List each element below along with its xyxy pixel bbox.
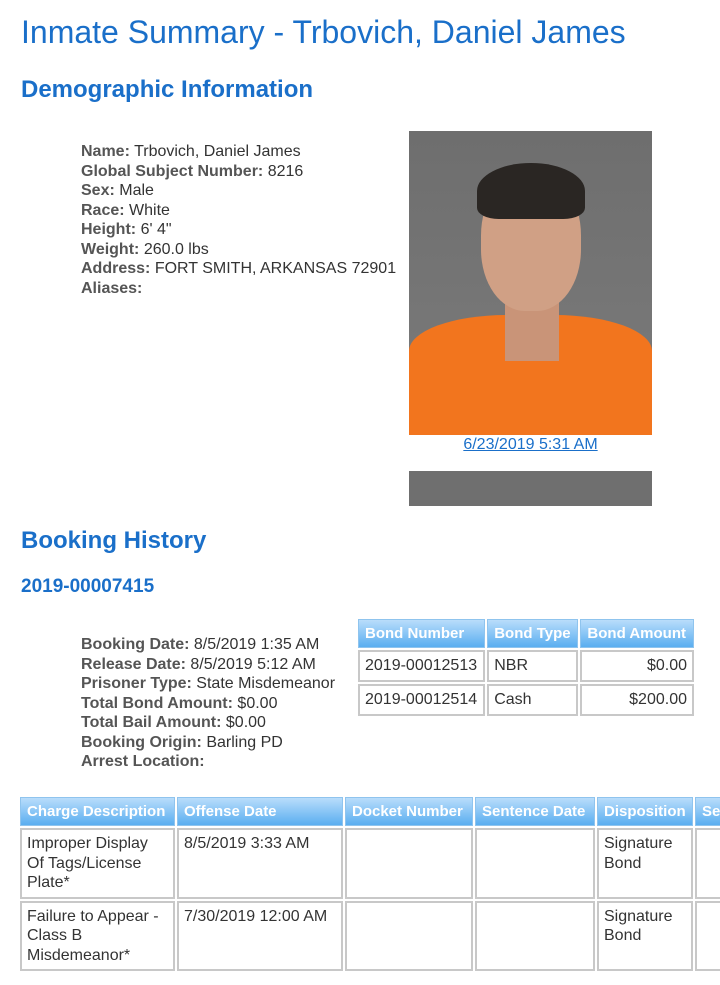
bond-amount-header[interactable]: Bond Amount [580, 619, 694, 648]
booking-fields [81, 635, 335, 772]
offense-date-header[interactable]: Offense Date [177, 797, 343, 826]
booking-history-heading: Booking History [21, 527, 207, 554]
sentence-date-cell [475, 828, 595, 899]
photo-hair [477, 163, 585, 219]
bond-amount-cell: $200.00 [580, 684, 694, 716]
sentence-cell [695, 901, 720, 972]
photo-date-link[interactable]: 6/23/2019 5:31 AM [463, 436, 598, 453]
field-total-bond-amount: Total Bond Amount: $0.00 [81, 694, 278, 712]
charge-description-cell: Failure to Appear - Class B Misdemeanor* [20, 901, 175, 972]
charge-table [18, 795, 720, 973]
table-row [358, 650, 694, 682]
sentence-date-header[interactable]: Sentence Date [475, 797, 595, 826]
field-arrest-location: Arrest Location: [81, 753, 205, 770]
bond-amount-cell: $0.00 [580, 650, 694, 682]
field-address: Address: FORT SMITH, ARKANSAS 72901 [81, 260, 397, 277]
demographic-heading: Demographic Information [21, 76, 314, 103]
offense-date-cell: 7/30/2019 12:00 AM [177, 901, 343, 972]
mugshot-photo-secondary[interactable] [409, 471, 652, 506]
sentence-cell [695, 828, 720, 899]
field-weight: Weight: 260.0 lbs [81, 240, 209, 258]
booking-number: 2019-00007415 [21, 576, 155, 597]
bond-type-cell: NBR [487, 650, 578, 682]
charge-description-header[interactable]: Charge Description [20, 797, 175, 826]
field-height: Height: 6' 4" [81, 221, 172, 238]
field-release-date: Release Date: 8/5/2019 5:12 AM [81, 655, 316, 673]
docket-number-header[interactable]: Docket Number [345, 797, 473, 826]
field-race: Race: White [81, 201, 170, 219]
table-row [20, 828, 720, 899]
page-title: Inmate Summary - Trbovich, Daniel James [21, 14, 626, 50]
disposition-header[interactable]: Disposition [597, 797, 693, 826]
bond-number-cell: 2019-00012514 [358, 684, 485, 716]
field-booking-date: Booking Date: 8/5/2019 1:35 AM [81, 636, 320, 653]
docket-number-cell [345, 828, 473, 899]
sentence-date-cell [475, 901, 595, 972]
field-total-bail-amount: Total Bail Amount: $0.00 [81, 714, 266, 731]
bond-number-cell: 2019-00012513 [358, 650, 485, 682]
bond-type-header[interactable]: Bond Type [487, 619, 578, 648]
offense-date-cell: 8/5/2019 3:33 AM [177, 828, 343, 899]
charge-header-row [20, 797, 720, 826]
mugshot-photo[interactable] [409, 131, 652, 435]
bond-number-header[interactable]: Bond Number [358, 619, 485, 648]
field-sex: Sex: Male [81, 182, 154, 199]
field-prisoner-type: Prisoner Type: State Misdemeanor [81, 675, 336, 692]
field-booking-origin: Booking Origin: Barling PD [81, 733, 283, 751]
bond-table [356, 617, 696, 718]
docket-number-cell [345, 901, 473, 972]
table-row [20, 901, 720, 972]
charge-description-cell: Improper Display Of Tags/License Plate* [20, 828, 175, 899]
disposition-cell: Signature Bond [597, 828, 693, 899]
table-row [358, 684, 694, 716]
sentence-header[interactable]: Se [695, 797, 720, 826]
field-aliases: Aliases: [81, 279, 143, 297]
field-name: Name: Trbovich, Daniel James [81, 143, 301, 160]
demographic-fields [81, 142, 396, 298]
disposition-cell: Signature Bond [597, 901, 693, 972]
bond-type-cell: Cash [487, 684, 578, 716]
bond-header-row [358, 619, 694, 648]
field-global-subject-number: Global Subject Number: 8216 [81, 162, 304, 180]
